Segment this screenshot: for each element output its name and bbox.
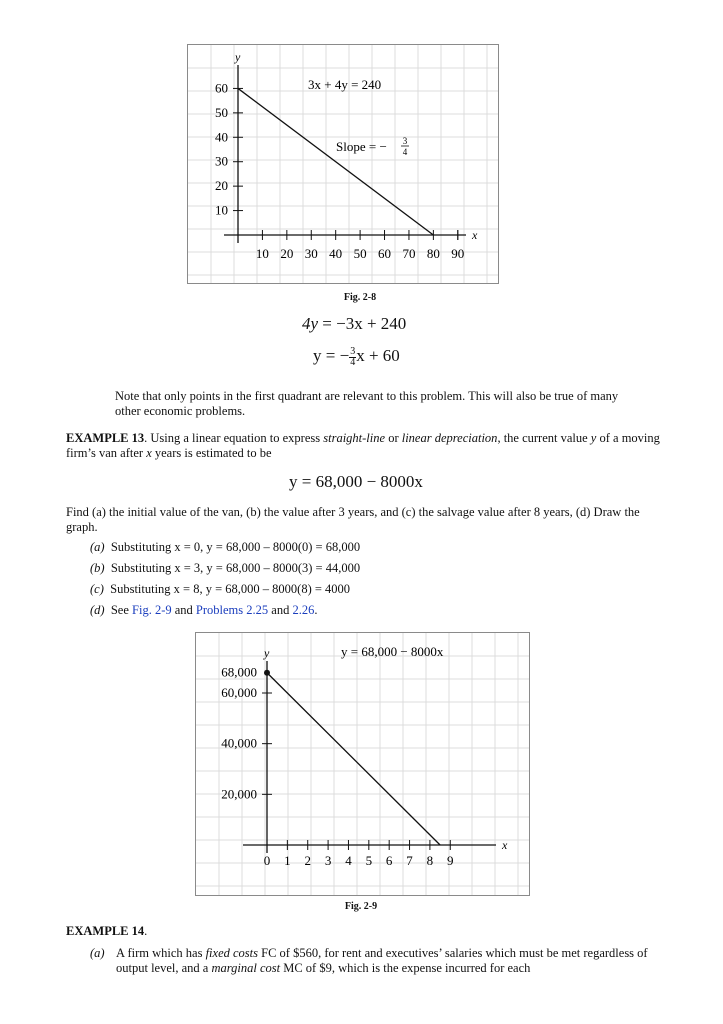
example-14-text-3: MC of $9, which is the expense incurred for each	[280, 961, 531, 975]
y-tick-label: 20,000	[221, 786, 257, 802]
example-14-text-1: A firm which has	[116, 946, 206, 960]
x-tick-label: 20	[280, 246, 294, 261]
example-13-term-1: straight-line	[323, 431, 386, 445]
example-14-label-end: .	[144, 924, 148, 938]
x-tick-label: 9	[447, 853, 454, 868]
y-tick-label: 10	[215, 202, 228, 218]
y-tick-label: 30	[215, 153, 228, 169]
link-fig-2-9[interactable]: Fig. 2-9	[132, 603, 172, 617]
derivation-line-1-rhs: = −3x + 240	[318, 314, 407, 333]
example-14-item-a-body	[116, 946, 650, 976]
example-14-item-a-mark: (a)	[90, 946, 105, 960]
item-d-and-2: and	[268, 603, 293, 617]
x-tick-label: 7	[406, 853, 413, 868]
example-14-text-2: FC of $560, for rent and executives’ salaries which must be met regardless of output level, and a	[116, 946, 648, 975]
example-14-label: EXAMPLE 14	[66, 924, 145, 938]
equation-label: 3x + 4y = 240	[308, 77, 382, 92]
x-tick-label: 1	[284, 853, 291, 868]
example-13-item-c	[90, 582, 650, 597]
example-13-var-x: x	[146, 446, 152, 460]
x-tick-label: 50	[353, 246, 367, 261]
x-tick-label: 8	[426, 853, 434, 868]
example-14-term-2: marginal cost	[211, 961, 281, 975]
series-line	[238, 88, 433, 235]
item-b-mark: (b)	[90, 561, 105, 575]
figure-2-8-frame	[187, 44, 499, 284]
item-a-mark: (a)	[90, 540, 105, 554]
slope-denominator: 4	[402, 147, 408, 157]
item-d-end: .	[314, 603, 318, 617]
y-tick-label: 60	[215, 80, 228, 96]
slope-numerator: 3	[402, 136, 408, 146]
x-tick-label: 0	[263, 853, 271, 868]
example-13-text-3: , the current value	[497, 431, 591, 445]
derivation-line-2-lhs: y = −	[313, 346, 350, 365]
example-13-term-2: linear depreciation	[401, 431, 498, 445]
figure-2-8-caption: Fig. 2-8	[343, 292, 377, 303]
x-tick-label: 60	[378, 246, 392, 261]
link-problems-2-25[interactable]: Problems 2.25	[195, 603, 269, 617]
derivation-line-1	[302, 314, 406, 334]
example-13-text-5: years is estimated to be	[151, 446, 272, 460]
y-tick-label: 60,000	[221, 685, 257, 700]
series-line	[267, 673, 440, 845]
x-tick-label: 4	[345, 853, 352, 868]
example-13-find: Find (a) the initial value of the van, (b) the value after 3 years, and (c) the salvage value after 8 years, (d) Draw the graph.	[66, 505, 640, 534]
figure-2-9-caption: Fig. 2-9	[344, 901, 378, 912]
x-tick-label: 5	[365, 853, 373, 868]
example-14-item-a	[90, 946, 650, 976]
x-tick-label: 6	[385, 853, 393, 868]
x-tick-label: 10	[255, 246, 269, 261]
derivation-fraction-numerator: 3	[350, 345, 356, 357]
item-d-see: See	[110, 603, 133, 617]
y-axis-label: y	[264, 646, 270, 660]
figure-2-8-chart	[188, 45, 498, 283]
example-13-text-2: or	[385, 431, 402, 445]
example-13-item-d	[90, 603, 650, 618]
example-13-label: EXAMPLE 13	[66, 431, 145, 445]
y-axis-label: y	[235, 50, 241, 64]
example-13-item-a	[90, 540, 650, 555]
x-tick-label: 2	[304, 853, 311, 868]
example-14-term-1: fixed costs	[205, 946, 258, 960]
example-13-item-b	[90, 561, 650, 576]
example-13-intro	[66, 431, 660, 461]
example-13-text-4: of a moving firm’s van after	[66, 431, 660, 460]
x-tick-label: 70	[402, 246, 416, 261]
item-c-text: Substituting x = 8, y = 68,000 – 8000(8) = 4000	[110, 582, 351, 596]
y-tick-label: 40,000	[221, 735, 257, 751]
equation-label: y = 68,000 − 8000x	[341, 644, 444, 659]
y-tick-label: 68,000	[221, 664, 257, 680]
example-14-heading	[66, 924, 147, 939]
y-tick-label: 20	[215, 178, 228, 194]
link-problem-2-26[interactable]: 2.26	[292, 603, 315, 617]
derivation-line-1-lhs: 4y	[302, 314, 319, 333]
derivation-line-2	[313, 346, 400, 368]
item-a-text: Substituting x = 0, y = 68,000 – 8000(0) = 68,000	[110, 540, 361, 554]
example-13-equation: y = 68,000 − 8000x	[289, 472, 423, 491]
y-tick-label: 40	[215, 129, 228, 145]
figure-2-9-frame	[195, 632, 530, 896]
slope-label: Slope = −	[336, 139, 387, 154]
y-tick-label: 50	[215, 104, 228, 120]
derivation-fraction-denominator: 4	[350, 356, 356, 368]
item-c-mark: (c)	[90, 582, 104, 596]
item-b-text: Substituting x = 3, y = 68,000 – 8000(3) = 44,000	[110, 561, 361, 575]
x-tick-label: 40	[329, 246, 343, 261]
x-tick-label: 80	[426, 246, 440, 261]
derivation-line-2-rhs: x + 60	[356, 346, 400, 365]
x-tick-label: 90	[451, 246, 465, 261]
item-d-and-1: and	[171, 603, 196, 617]
x-axis-label: x	[472, 228, 478, 242]
intercept-point	[264, 670, 270, 676]
item-d-mark: (d)	[90, 603, 105, 617]
x-axis-label: x	[502, 838, 508, 852]
example-13-text-1: . Using a linear equation to express	[144, 431, 324, 445]
figure-2-9-chart	[196, 633, 529, 895]
x-tick-label: 3	[324, 853, 332, 868]
example-13-var-y: y	[590, 431, 597, 445]
x-tick-label: 30	[304, 246, 318, 261]
note-paragraph: Note that only points in the first quadrant are relevant to this problem. This will also be true of many other economic problems.	[115, 389, 619, 418]
